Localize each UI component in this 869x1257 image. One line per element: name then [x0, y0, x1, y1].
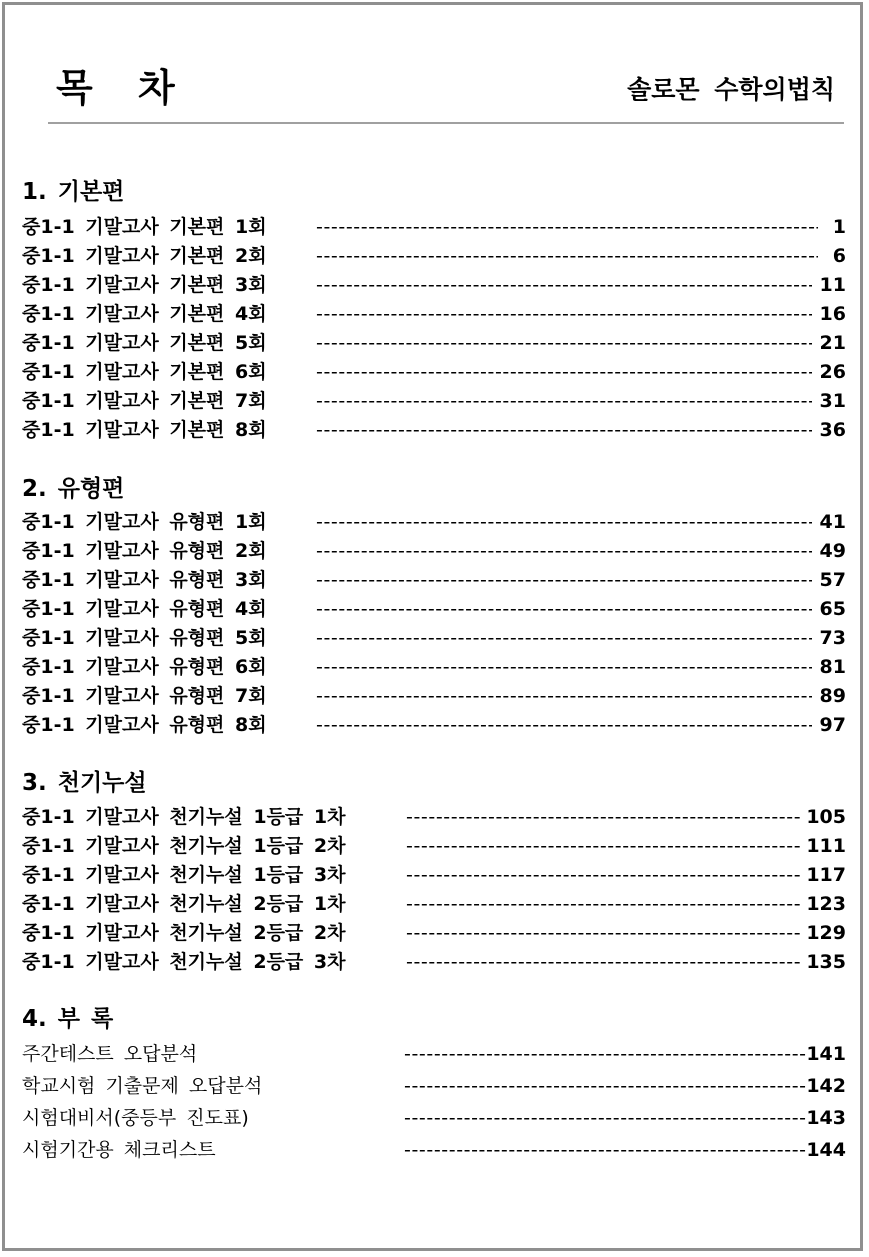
toc-entry-label: 중1-1 기말고사 천기누설 2등급 2차: [22, 922, 346, 944]
toc-entry[interactable]: [22, 624, 846, 653]
toc-entry[interactable]: [22, 416, 846, 445]
toc-entry[interactable]: [22, 948, 846, 977]
dot-leader: [406, 919, 800, 948]
dot-leader: [404, 1104, 806, 1133]
toc-entry-page: 41: [819, 511, 846, 533]
toc-entry-label: 중1-1 기말고사 기본편 7회: [22, 390, 267, 412]
toc-entry-label: 중1-1 기말고사 기본편 4회: [22, 303, 267, 325]
toc-entry-page: 73: [819, 627, 846, 649]
toc-entry[interactable]: [22, 358, 846, 387]
section-title-basic: 1. 기본편: [22, 179, 125, 205]
toc-entry-page: 16: [819, 303, 846, 325]
dot-leader: [316, 653, 812, 682]
toc-entry-page: 105: [806, 806, 846, 828]
dot-leader: [316, 508, 812, 537]
dot-leader: [316, 300, 812, 329]
toc-entry[interactable]: [22, 1072, 846, 1101]
toc-entry-label: 중1-1 기말고사 천기누설 2등급 3차: [22, 951, 346, 973]
toc-entry[interactable]: [22, 566, 846, 595]
dot-leader: [316, 711, 812, 740]
dot-leader: [406, 948, 800, 977]
toc-entry-label: 중1-1 기말고사 기본편 6회: [22, 361, 267, 383]
toc-entry-page: 135: [806, 951, 846, 973]
dot-leader: [316, 537, 812, 566]
toc-entry[interactable]: [22, 213, 846, 242]
toc-entry-page: 97: [819, 714, 846, 736]
dot-leader: [316, 566, 812, 595]
dot-leader: [406, 890, 800, 919]
dot-leader: [316, 624, 812, 653]
section-title-type: 2. 유형편: [22, 476, 125, 502]
toc-entry[interactable]: [22, 300, 846, 329]
toc-entry-label: 중1-1 기말고사 유형편 6회: [22, 656, 267, 678]
toc-entry[interactable]: [22, 595, 846, 624]
header-divider: [48, 122, 844, 124]
toc-entry-page: 143: [806, 1107, 846, 1129]
toc-entry[interactable]: [22, 387, 846, 416]
toc-entry-label: 시험기간용 체크리스트: [22, 1139, 216, 1161]
toc-entry-page: 142: [806, 1075, 846, 1097]
toc-entry[interactable]: [22, 803, 846, 832]
toc-entry-page: 111: [806, 835, 846, 857]
dot-leader: [316, 329, 812, 358]
toc-entry-page: 89: [819, 685, 846, 707]
dot-leader: [404, 1136, 806, 1165]
dot-leader: [404, 1072, 806, 1101]
toc-entry-label: 중1-1 기말고사 천기누설 2등급 1차: [22, 893, 346, 915]
toc-entry-label: 중1-1 기말고사 유형편 2회: [22, 540, 267, 562]
dot-leader: [316, 387, 812, 416]
toc-entry[interactable]: [22, 329, 846, 358]
toc-entry-page: 57: [819, 569, 846, 591]
toc-entry[interactable]: [22, 242, 846, 271]
toc-entry-label: 중1-1 기말고사 기본편 1회: [22, 216, 267, 238]
dot-leader: [406, 832, 800, 861]
toc-entry[interactable]: [22, 508, 846, 537]
brand-title: 솔로몬 수학의법칙: [627, 75, 835, 104]
dot-leader: [316, 358, 812, 387]
toc-entry-label: 중1-1 기말고사 기본편 5회: [22, 332, 267, 354]
toc-entry-label: 중1-1 기말고사 유형편 1회: [22, 511, 267, 533]
toc-entry-page: 49: [819, 540, 846, 562]
toc-entry-label: 학교시험 기출문제 오답분석: [22, 1075, 263, 1097]
toc-entry-label: 중1-1 기말고사 천기누설 1등급 2차: [22, 835, 346, 857]
toc-entry[interactable]: [22, 861, 846, 890]
toc-entry-page: 11: [819, 274, 846, 296]
toc-entry-page: 36: [819, 419, 846, 441]
toc-entry-label: 주간테스트 오답분석: [22, 1043, 198, 1065]
toc-entry[interactable]: [22, 1104, 846, 1133]
toc-entry-label: 중1-1 기말고사 천기누설 1등급 1차: [22, 806, 346, 828]
section-title-appendix: 4. 부 록: [22, 1006, 114, 1032]
toc-entry[interactable]: [22, 1136, 846, 1165]
toc-entry-page: 26: [819, 361, 846, 383]
toc-entry-page: 21: [819, 332, 846, 354]
toc-entry-label: 시험대비서(중등부 진도표): [22, 1107, 249, 1129]
toc-entry[interactable]: [22, 890, 846, 919]
dot-leader: [316, 213, 818, 242]
toc-entry-label: 중1-1 기말고사 기본편 3회: [22, 274, 267, 296]
section-title-secret: 3. 천기누설: [22, 770, 147, 796]
toc-entry[interactable]: [22, 919, 846, 948]
toc-entry-page: 65: [819, 598, 846, 620]
dot-leader: [316, 271, 812, 300]
toc-entry[interactable]: [22, 1040, 846, 1069]
toc-entry-label: 중1-1 기말고사 기본편 2회: [22, 245, 267, 267]
toc-entry-page: 81: [819, 656, 846, 678]
toc-entry-page: 31: [819, 390, 846, 412]
toc-entry[interactable]: [22, 537, 846, 566]
toc-entry-page: 123: [806, 893, 846, 915]
toc-entry-label: 중1-1 기말고사 기본편 8회: [22, 419, 267, 441]
dot-leader: [316, 595, 812, 624]
dot-leader: [316, 242, 818, 271]
toc-entry-page: 129: [806, 922, 846, 944]
toc-entry-label: 중1-1 기말고사 유형편 7회: [22, 685, 267, 707]
toc-entry[interactable]: [22, 832, 846, 861]
toc-entry-page: 117: [806, 864, 846, 886]
dot-leader: [316, 416, 812, 445]
dot-leader: [406, 861, 800, 890]
toc-entry[interactable]: [22, 653, 846, 682]
toc-entry-page: 144: [806, 1139, 846, 1161]
toc-entry-page: 6: [832, 245, 846, 267]
toc-entry-label: 중1-1 기말고사 유형편 5회: [22, 627, 267, 649]
dot-leader: [316, 682, 812, 711]
toc-entry-label: 중1-1 기말고사 천기누설 1등급 3차: [22, 864, 346, 886]
toc-entry-label: 중1-1 기말고사 유형편 4회: [22, 598, 267, 620]
dot-leader: [406, 803, 800, 832]
toc-entry-page: 141: [806, 1043, 846, 1065]
toc-entry-label: 중1-1 기말고사 유형편 3회: [22, 569, 267, 591]
toc-entry-page: 1: [832, 216, 846, 238]
toc-entry[interactable]: [22, 682, 846, 711]
toc-entry-label: 중1-1 기말고사 유형편 8회: [22, 714, 267, 736]
toc-entry[interactable]: [22, 711, 846, 740]
dot-leader: [404, 1040, 806, 1069]
page-title: 목 차: [56, 66, 191, 110]
toc-entry[interactable]: [22, 271, 846, 300]
